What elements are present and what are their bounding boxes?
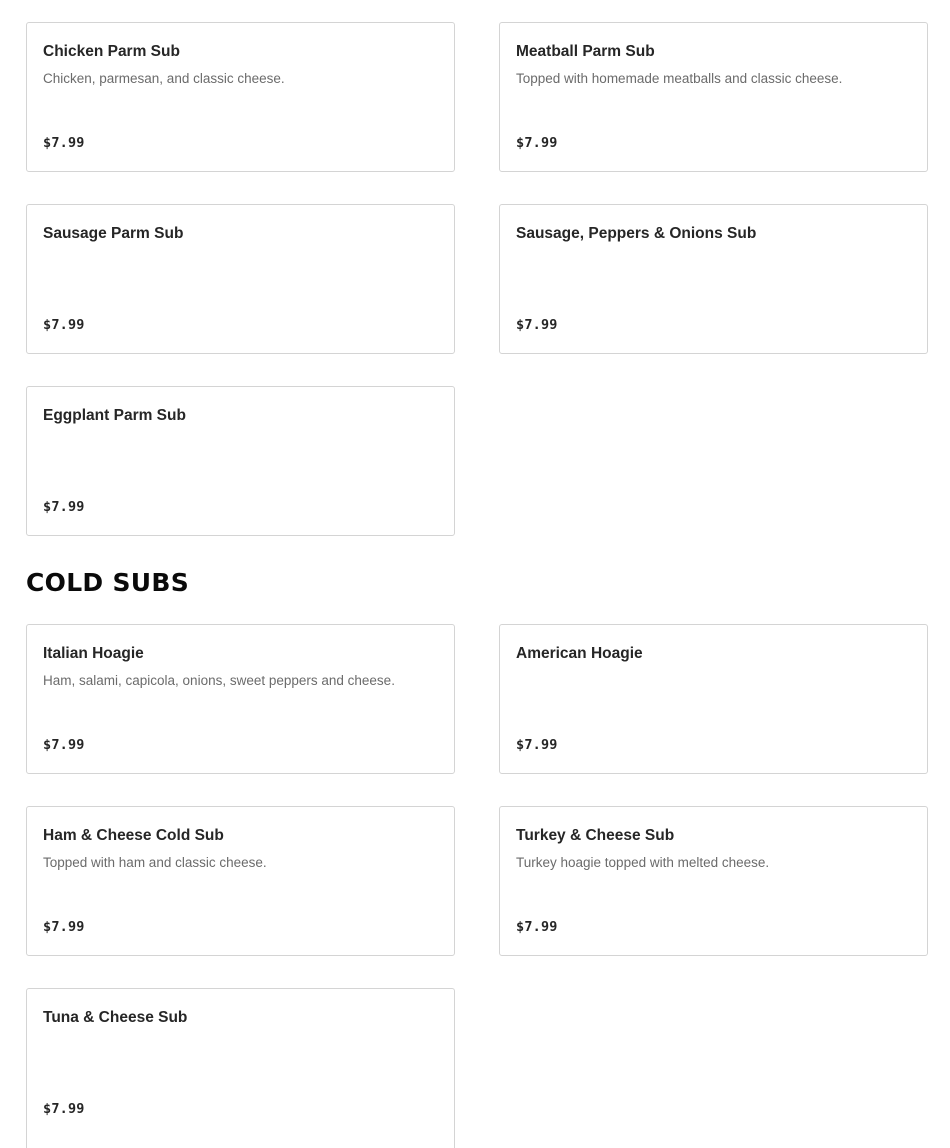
menu-item-card[interactable] (26, 386, 455, 536)
menu-item-price: $7.99 (516, 135, 558, 151)
menu-item-name: Tuna & Cheese Sub (43, 1009, 188, 1026)
menu-item-price: $7.99 (43, 737, 85, 753)
menu-item-price: $7.99 (43, 919, 85, 935)
menu-item-card[interactable] (499, 624, 928, 774)
hot-subs-grid (26, 22, 928, 536)
menu-item-price: $7.99 (43, 499, 85, 515)
menu-item-card[interactable] (26, 204, 455, 354)
menu-item-name: Chicken Parm Sub (43, 43, 180, 60)
menu-item-name: Turkey & Cheese Sub (516, 827, 675, 844)
menu-item-name: Sausage Parm Sub (43, 225, 184, 242)
menu-item-description: Turkey hoagie topped with melted cheese. (516, 855, 770, 870)
menu-item-price: $7.99 (43, 135, 85, 151)
menu-item-name: Ham & Cheese Cold Sub (43, 827, 224, 844)
menu-item-price: $7.99 (43, 1101, 85, 1117)
menu-item-price: $7.99 (516, 317, 558, 333)
menu-item-name: Italian Hoagie (43, 645, 144, 662)
menu-item-price: $7.99 (43, 317, 85, 333)
menu-item-name: Eggplant Parm Sub (43, 407, 186, 424)
menu-item-name: Sausage, Peppers & Onions Sub (516, 225, 757, 242)
menu-item-price: $7.99 (516, 737, 558, 753)
menu-item-card[interactable] (26, 806, 455, 956)
menu-item-description: Ham, salami, capicola, onions, sweet peppers and cheese. (43, 673, 395, 688)
menu-item-name: Meatball Parm Sub (516, 43, 655, 60)
menu-item-card[interactable] (26, 988, 455, 1148)
menu-item-description: Topped with homemade meatballs and classic cheese. (516, 71, 843, 86)
cold-subs-grid (26, 624, 928, 1148)
menu-item-card[interactable] (499, 204, 928, 354)
menu-item-card[interactable] (26, 624, 455, 774)
menu-item-name: American Hoagie (516, 645, 643, 662)
menu-item-card[interactable] (499, 806, 928, 956)
menu-item-card[interactable] (499, 22, 928, 172)
menu-item-description: Chicken, parmesan, and classic cheese. (43, 71, 285, 86)
section-title-cold-subs: COLD SUBS (26, 568, 190, 597)
menu-item-price: $7.99 (516, 919, 558, 935)
menu-item-description: Topped with ham and classic cheese. (43, 855, 267, 870)
menu-item-card[interactable] (26, 22, 455, 172)
